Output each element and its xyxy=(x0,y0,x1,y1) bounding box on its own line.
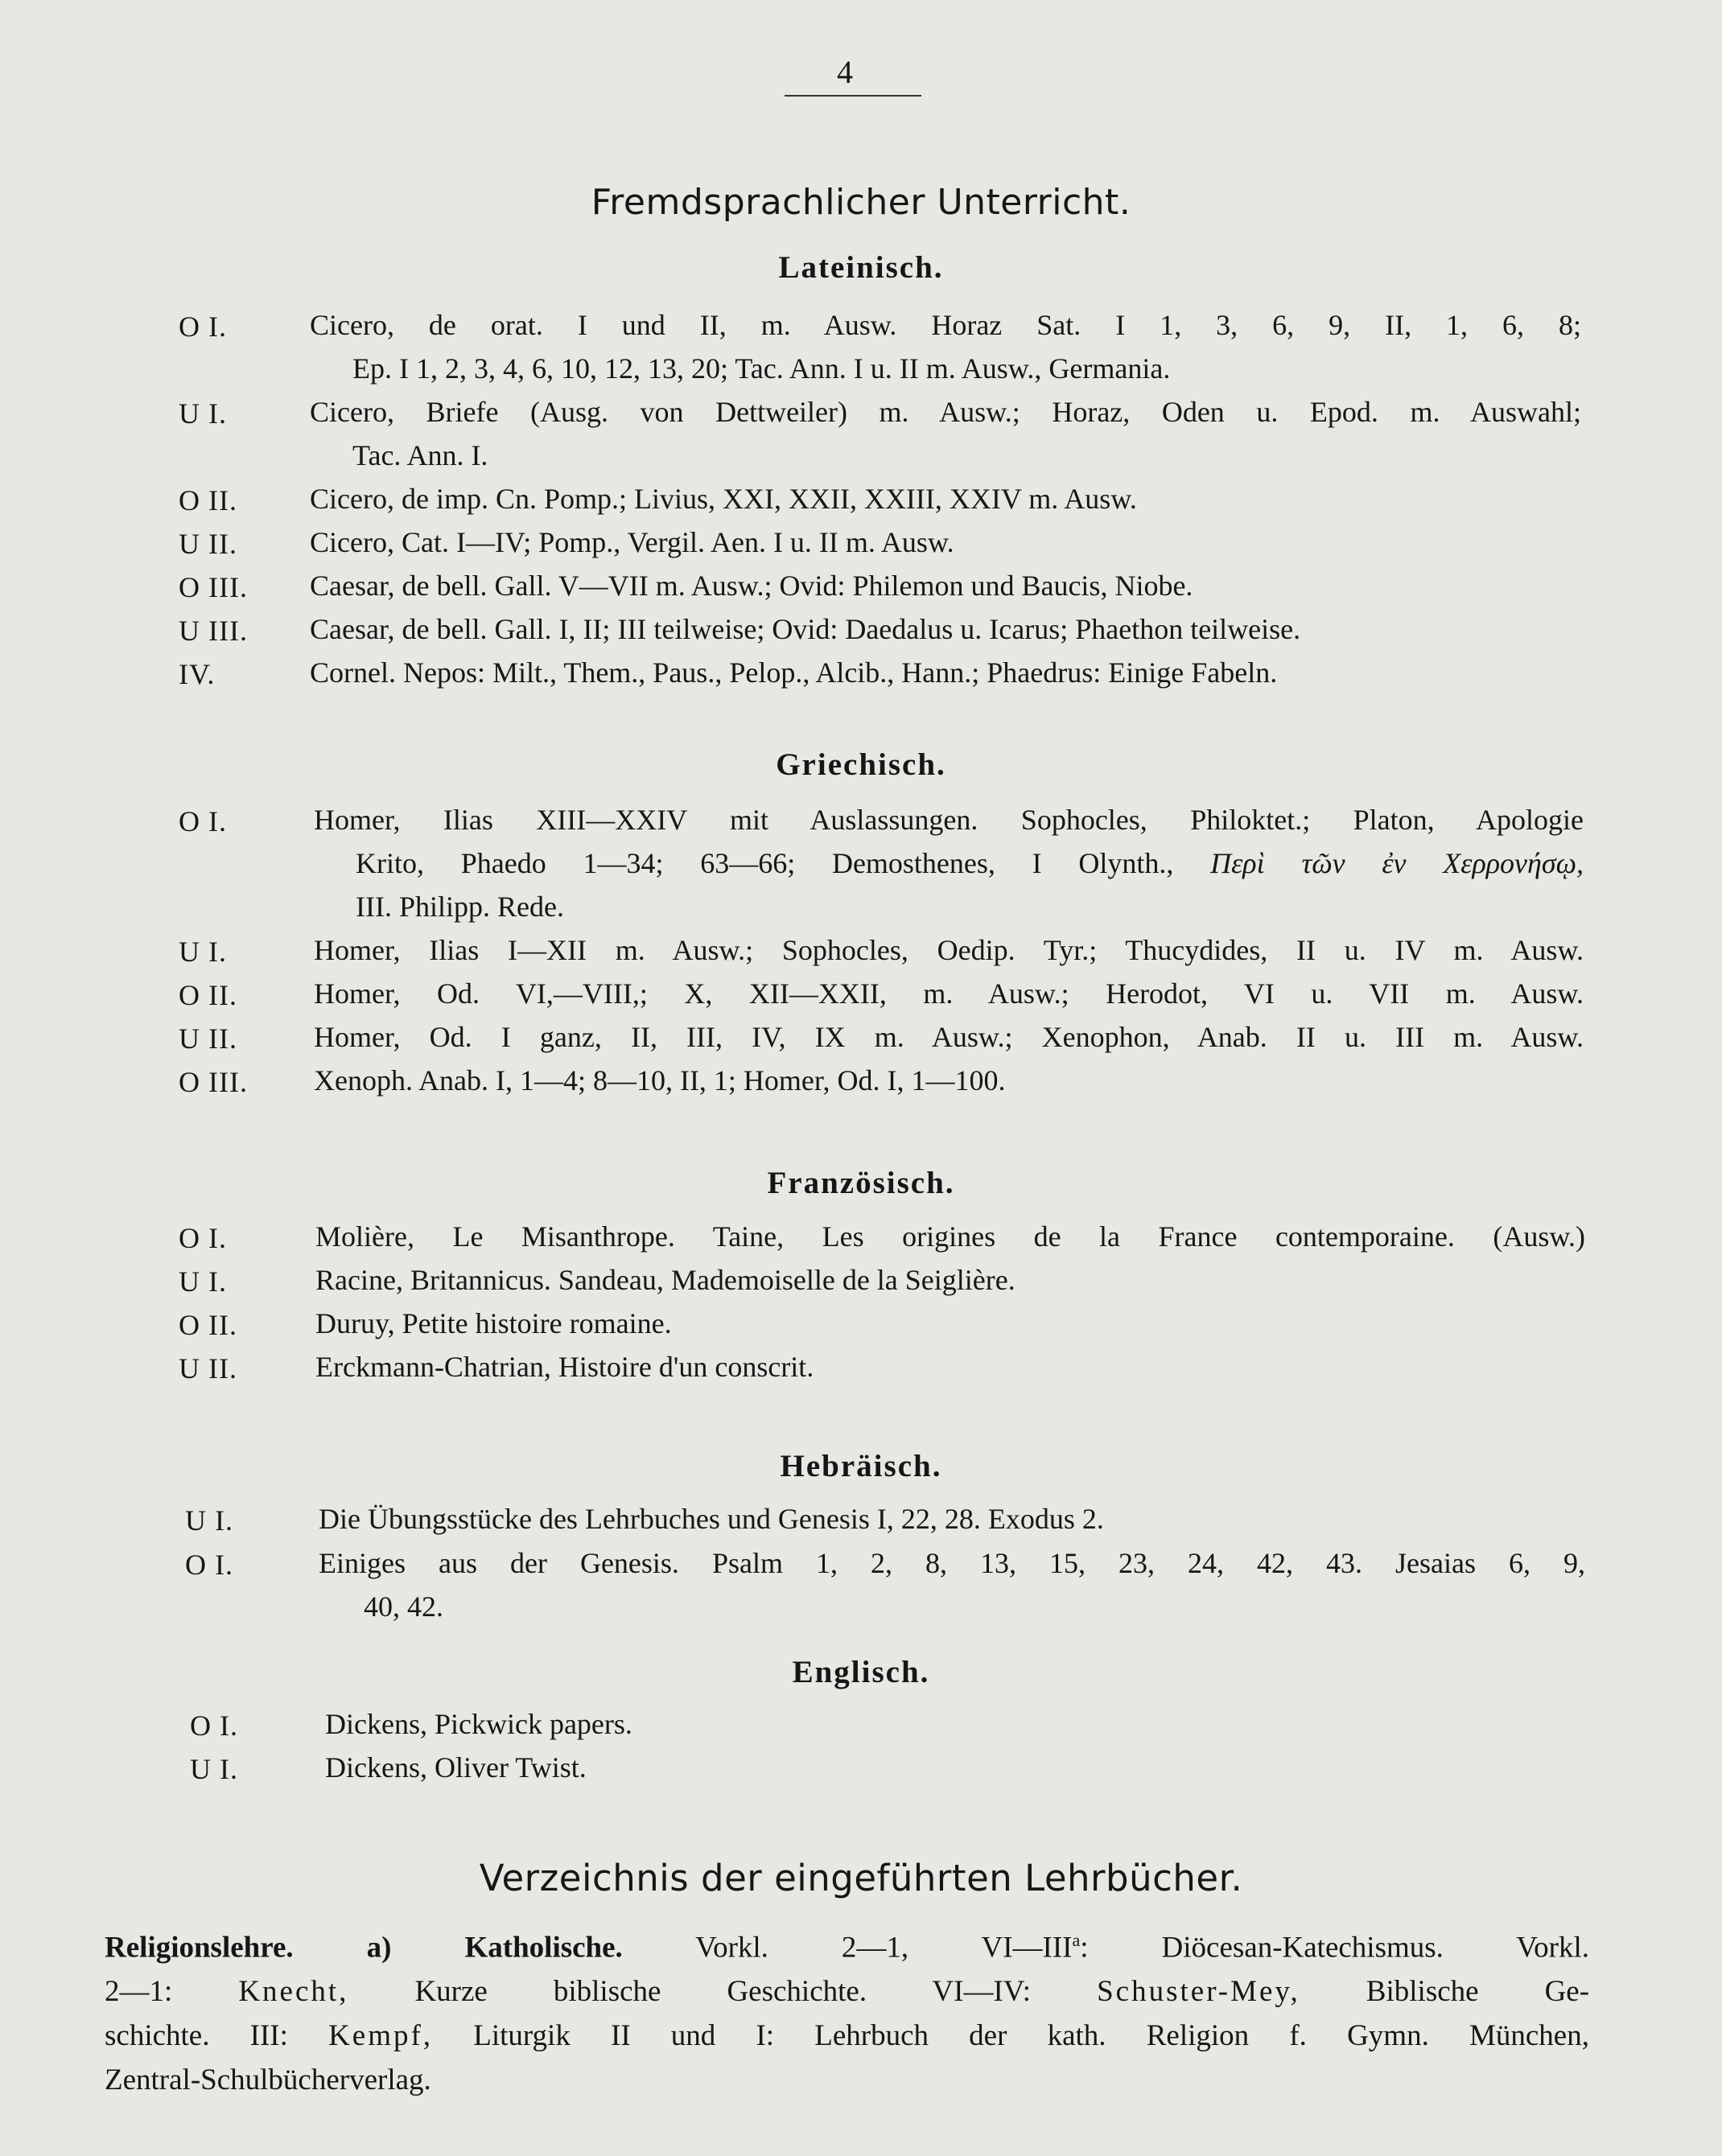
row-text-line: Cicero, de imp. Cn. Pomp.; Livius, XXI, XXII, XXIII, XXIV m. Ausw. xyxy=(310,483,1137,515)
row-text-line-with-greek xyxy=(314,841,1584,885)
class-label: O I. xyxy=(185,1549,233,1581)
books-text: Liturgik II und I: Lehrbuch der kath. Religion f. Gymn. München, xyxy=(473,2019,1589,2053)
row-text-line: Dickens, Oliver Twist. xyxy=(325,1751,587,1784)
class-label: U I. xyxy=(179,397,227,430)
class-label: O I. xyxy=(179,1222,227,1254)
class-label: U I. xyxy=(190,1753,238,1785)
row-text-line: III. Philipp. Rede. xyxy=(356,891,564,923)
row-text-line: Die Übungsstücke des Lehrbuches und Genesis I, 22, 28. Exodus 2. xyxy=(319,1503,1104,1535)
books-text: Biblische Ge- xyxy=(1366,1975,1590,2009)
greek-title: Περὶ τῶν ἐν Χερρονήσῳ, xyxy=(1210,847,1584,879)
section-title-latein: Lateinisch. xyxy=(778,250,944,285)
class-label: IV. xyxy=(179,658,216,690)
row-text-line: Homer, Ilias XIII—XXIV mit Auslassungen. Sophocles, Philoktet.; Platon, Apologie xyxy=(314,804,1584,836)
books-sub: a) Katholische. xyxy=(366,1931,623,1965)
section-title-griech: Griechisch. xyxy=(776,747,946,782)
class-label: O III. xyxy=(179,1066,248,1098)
class-label: U III. xyxy=(179,615,248,647)
section-title-engl: Englisch. xyxy=(792,1655,930,1689)
class-label: O II. xyxy=(179,1309,237,1341)
class-label: O I. xyxy=(190,1710,238,1742)
row-text-line: Racine, Britannicus. Sandeau, Mademoiselle de la Seiglière. xyxy=(315,1264,1015,1296)
books-line xyxy=(105,1918,1589,1969)
row-text-line: Dickens, Pickwick papers. xyxy=(325,1708,632,1740)
books-line: Zentral-Schulbücherverlag. xyxy=(105,2063,431,2097)
author-name: Kempf, xyxy=(328,2019,434,2053)
author-name: Schuster-Mey, xyxy=(1097,1975,1300,2009)
class-label: O I. xyxy=(179,805,227,837)
class-label: U I. xyxy=(185,1504,233,1537)
books-line xyxy=(105,2014,1589,2058)
section-title-hebr: Hebräisch. xyxy=(780,1449,942,1483)
page-number-rule xyxy=(785,95,921,97)
author-name: Knecht, xyxy=(238,1975,349,2009)
books-line xyxy=(105,1969,1589,2014)
section-title-franz: Französisch. xyxy=(767,1166,955,1200)
row-text-segment: Krito, Phaedo 1—34; 63—66; Demosthenes, I Olynth., xyxy=(356,847,1174,879)
books-text: Kurze biblische Geschichte. VI—IV: xyxy=(414,1975,1032,2009)
books-text: schichte. III: xyxy=(105,2019,288,2053)
books-paragraph xyxy=(105,1918,1589,2102)
row-text-line: Homer, Od. VI,—VIII,; X, XII—XXII, m. Ausw.; Herodot, VI u. VII m. Ausw. xyxy=(314,977,1584,1010)
row-text-line: Cornel. Nepos: Milt., Them., Paus., Pelop., Alcib., Hann.; Phaedrus: Einige Fabeln. xyxy=(310,656,1278,689)
class-label: O III. xyxy=(179,571,248,603)
books-text: : Diöcesan-Katechismus. Vorkl. xyxy=(1080,1931,1590,1965)
row-text-line: Caesar, de bell. Gall. V—VII m. Ausw.; Ovid: Philemon und Baucis, Niobe. xyxy=(310,570,1193,602)
class-label: O II. xyxy=(179,979,237,1011)
class-label: U I. xyxy=(179,1265,227,1298)
page-number: 4 xyxy=(837,54,853,90)
books-text: Vorkl. 2—1, VI—III xyxy=(695,1931,1073,1965)
row-text-line: Caesar, de bell. Gall. I, II; III teilweise; Ovid: Daedalus u. Icarus; Phaethon teilweise. xyxy=(310,613,1301,645)
row-text-line: Homer, Od. I ganz, II, III, IV, IX m. Ausw.; Xenophon, Anab. II u. III m. Ausw. xyxy=(314,1021,1584,1053)
row-text-line: Duruy, Petite histoire romaine. xyxy=(315,1307,672,1339)
row-text-line: Molière, Le Misanthrope. Taine, Les origines de la France contemporaine. (Ausw.) xyxy=(315,1220,1585,1253)
books-label: Religionslehre. xyxy=(105,1931,294,1965)
books-text: 2—1: xyxy=(105,1975,173,2009)
row-text-line: Cicero, de orat. I und II, m. Ausw. Horaz Sat. I 1, 3, 6, 9, II, 1, 6, 8; xyxy=(310,309,1581,341)
class-label: O I. xyxy=(179,311,227,343)
class-label: U II. xyxy=(179,1352,237,1385)
superscript: a xyxy=(1072,1930,1081,1950)
row-text-line: Ep. I 1, 2, 3, 4, 6, 10, 12, 13, 20; Tac. Ann. I u. II m. Ausw., Germania. xyxy=(352,352,1171,385)
books-title: Verzeichnis der eingeführten Lehrbücher. xyxy=(479,1857,1243,1899)
row-text-line: Tac. Ann. I. xyxy=(352,439,488,471)
row-text-line: Xenoph. Anab. I, 1—4; 8—10, II, 1; Homer, Od. I, 1—100. xyxy=(314,1064,1006,1097)
row-text-line: 40, 42. xyxy=(364,1590,443,1623)
row-text-line: Homer, Ilias I—XII m. Ausw.; Sophocles, Oedip. Tyr.; Thucydides, II u. IV m. Ausw. xyxy=(314,934,1584,966)
row-text-line: Erckmann-Chatrian, Histoire d'un conscrit. xyxy=(315,1351,814,1383)
class-label: O II. xyxy=(179,484,237,516)
class-label: U II. xyxy=(179,1022,237,1055)
class-label: U I. xyxy=(179,936,227,968)
class-label: U II. xyxy=(179,528,237,560)
row-text-line: Cicero, Briefe (Ausg. von Dettweiler) m. Ausw.; Horaz, Oden u. Epod. m. Auswahl; xyxy=(310,396,1581,428)
row-text-line: Einiges aus der Genesis. Psalm 1, 2, 8, 13, 15, 23, 24, 42, 43. Jesaias 6, 9, xyxy=(319,1547,1585,1579)
row-text-line: Cicero, Cat. I—IV; Pomp., Vergil. Aen. I u. II m. Ausw. xyxy=(310,526,954,558)
main-title: Fremdsprachlicher Unterricht. xyxy=(591,182,1131,223)
